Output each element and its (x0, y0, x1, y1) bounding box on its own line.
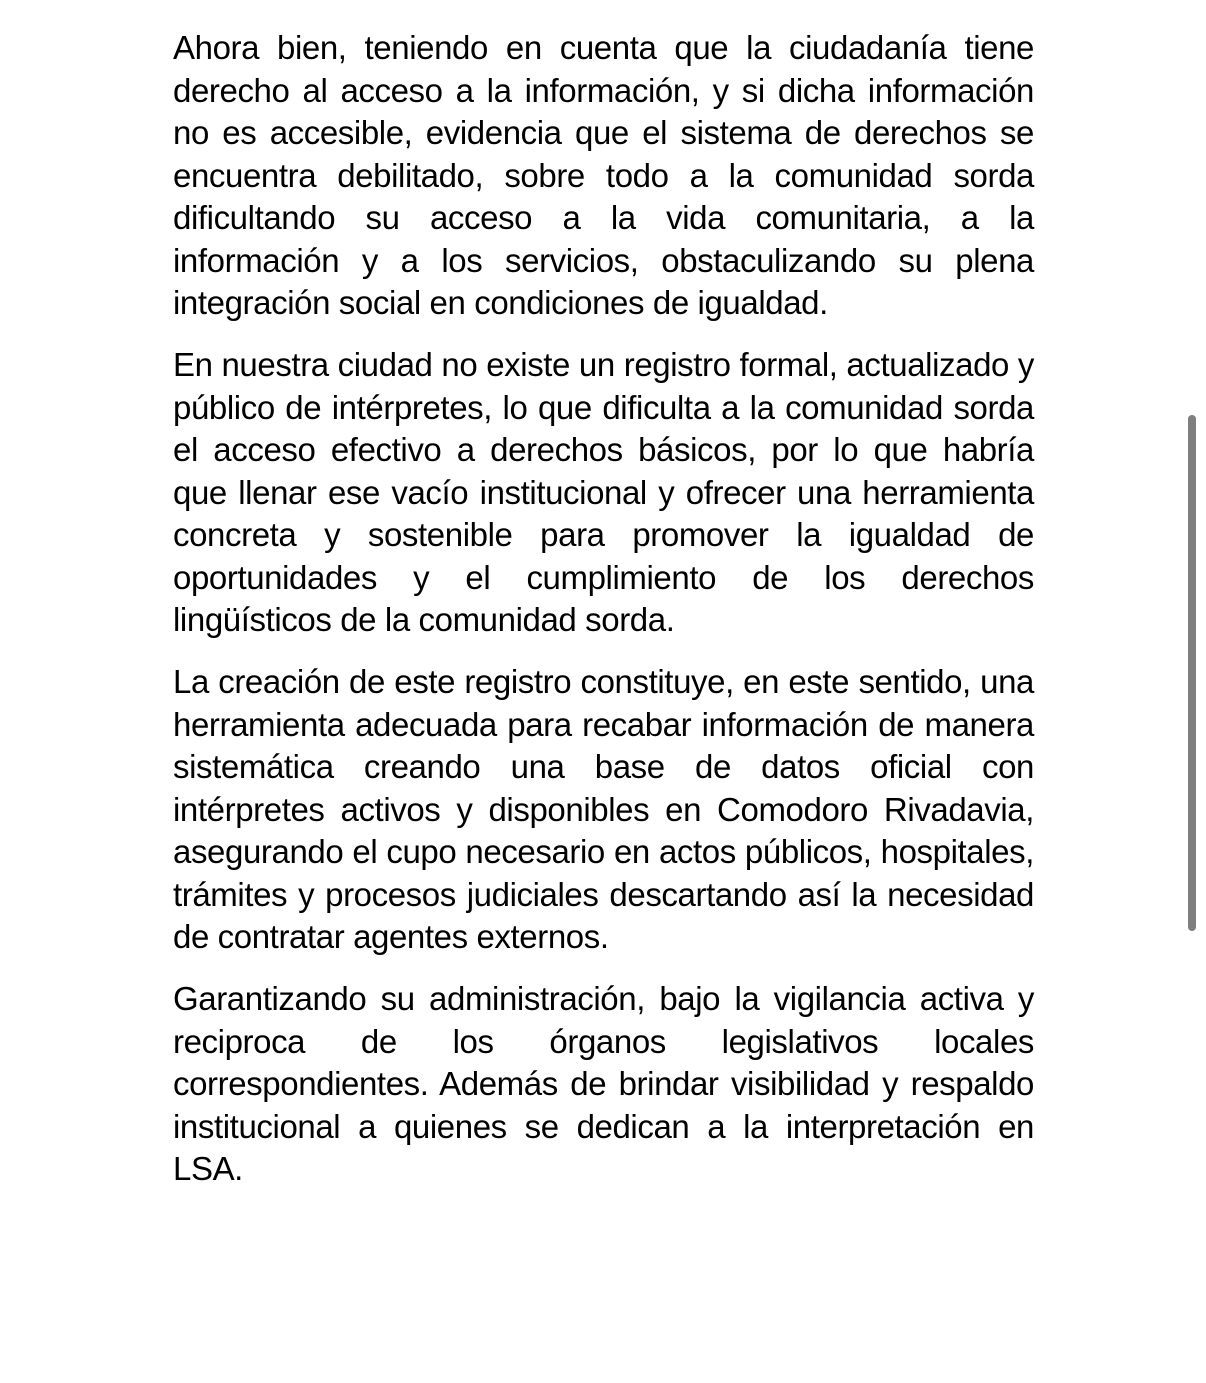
document-body (173, 27, 1034, 1210)
paragraph-4: Garantizando su administración, bajo la vigilancia activa y reciproca de los órganos legislativos locales correspondientes. Además de brindar visibilidad y respaldo institucional a quienes se dedican a la interpretación en LSA. (173, 980, 1034, 1187)
vertical-scrollbar-thumb[interactable] (1188, 415, 1196, 931)
paragraph-3: La creación de este registro constituye, en este sentido, una herramienta adecuada para recabar información de manera sistemática creando una base de datos oficial con intérpretes activos y disponibles en Comodoro Rivadavia, asegurando el cupo necesario en actos públicos, hospitales, trámites y procesos judiciales descartando así la necesidad de contratar agentes externos. (173, 663, 1034, 955)
paragraph-2: En nuestra ciudad no existe un registro formal, actualizado y público de intérpretes, lo que dificulta a la comunidad sorda el acceso efectivo a derechos básicos, por lo que habría que llenar ese vacío institucional y ofrecer una herramienta concreta y sostenible para promover la igualdad de oportunidades y el cumplimiento de los derechos lingüísticos de la comunidad sorda. (173, 346, 1034, 638)
paragraph-1: Ahora bien, teniendo en cuenta que la ciudadanía tiene derecho al acceso a la información, y si dicha información no es accesible, evidencia que el sistema de derechos se encuentra debilitado, sobre todo a la comunidad sorda dificultando su acceso a la vida comunitaria, a la información y a los servicios, obstaculizando su plena integración social en condiciones de igualdad. (173, 29, 1034, 321)
